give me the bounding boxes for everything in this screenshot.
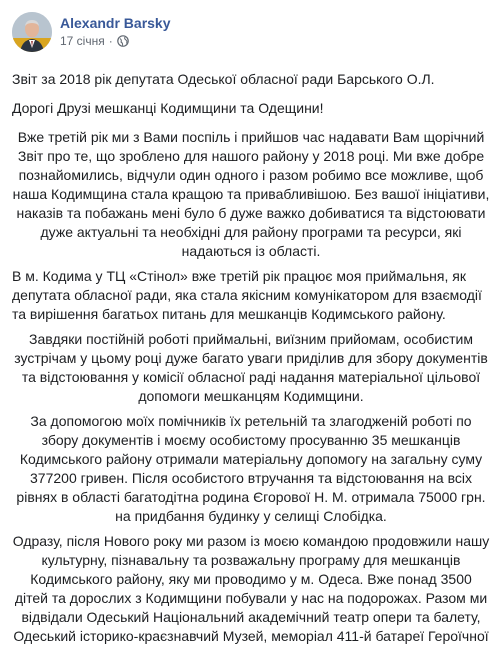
post-meta bbox=[60, 12, 171, 49]
post-body bbox=[12, 70, 500, 646]
paragraph-reception: Завдяки постійній роботі приймальні, виїзним прийомам, особистим зустрічам у цьому році дуже багато уваги приділив для збору документів та відстоювання у комісії обласної раді надання матеріальної цільової допомоги мешканцям Кодимщини. bbox=[14, 331, 488, 404]
paragraph-assistance: За допомогою моїх помічників їх ретельній та злагодженій роботі по збору документів і моєму особистому просуванню 35 мешканців Кодимського району отримали матеріальну допомогу на загальну суму 377200 гривен. Після особистого втручання та відстоювання на всіх рівнях в області багатодітна родина Єгорової Н. М. отримала 75000 грн. на придбання будинку у селищі Слобідка. bbox=[16, 413, 486, 524]
globe-icon[interactable] bbox=[117, 35, 129, 47]
report-title: Звіт за 2018 рік депутата Одеської обласної ради Барського О.Л. bbox=[12, 71, 435, 87]
separator-dot: · bbox=[108, 34, 113, 48]
author-avatar[interactable] bbox=[12, 12, 52, 52]
paragraph-office: В м. Кодима у ТЦ «Стінол» вже третій рік працює моя приймальня, як депутата обласної ради, яка стала якісним комунікатором для взаємодії та вирішення багатьох питань для мешканців Кодимського району. bbox=[12, 268, 482, 322]
post-subline bbox=[60, 33, 171, 49]
post-date[interactable]: 17 січня bbox=[60, 34, 105, 48]
author-name[interactable]: Alexandr Barsky bbox=[60, 15, 171, 31]
paragraph-intro: Вже третій рік ми з Вами поспіль і прийшов час надавати Вам щорічний Звіт про те, що зроблено для нашого району у 2018 році. Ми вже добре познайомились, відчули один одного і разом робимо все можливе, щоб наша Кодимщина стала кращою та привабливішою. Без вашої ініціативи, наказів та побажань мені було б дуже важко добиватися та відстоювати дуже актуальні та необхідні для району програми та ресурси, які надаються із області. bbox=[12, 129, 490, 259]
post-header bbox=[12, 12, 500, 60]
greeting: Дорогі Друзі мешканці Кодимщини та Одещини! bbox=[12, 100, 324, 116]
paragraph-culture: Одразу, після Нового року ми разом із моєю командою продовжили нашу культурну, пізнавальну та розважальну програму для мешканців Кодимського району, яку ми проводимо у м. Одеса. Вже понад 3500 дітей та дорослих з Кодимщини побували у нас на подорожах. Разом ми відвідали Одеський Національний академічний театр опери та балету, Одеський історико-краєзнавчий Музей, меморіал 411-й батареї Героїчної bbox=[12, 533, 490, 644]
